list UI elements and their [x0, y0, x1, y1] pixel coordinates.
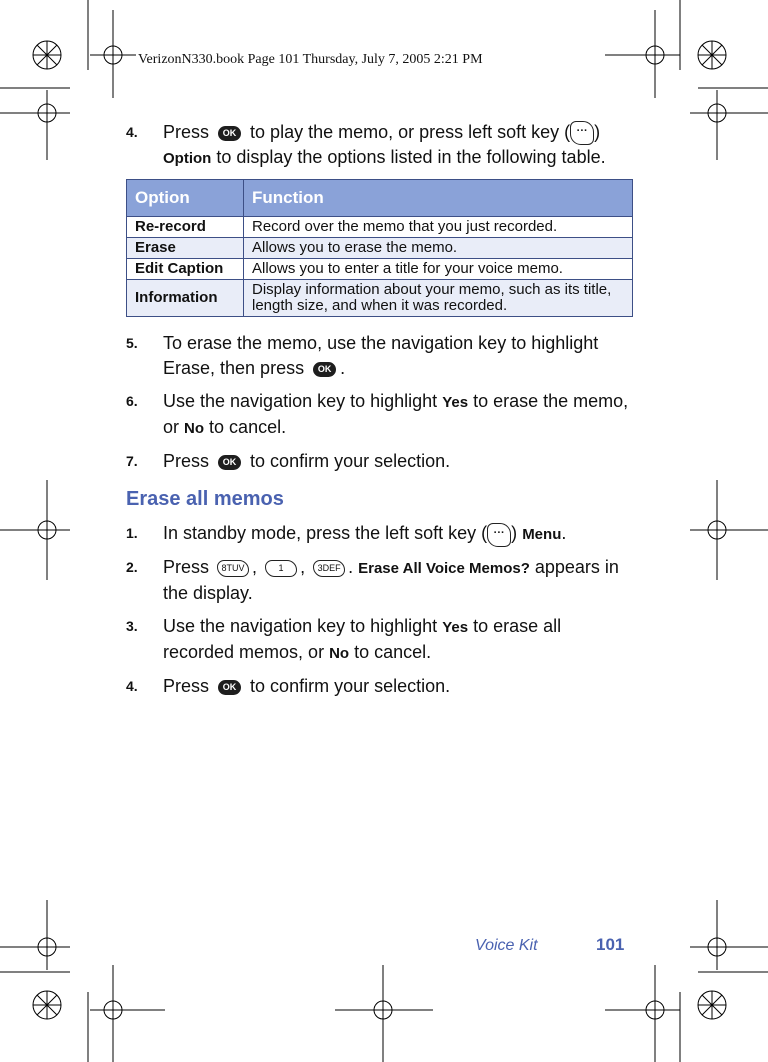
footer-section-name: Voice Kit	[475, 937, 538, 954]
step-number: 3.	[126, 618, 138, 635]
section-title: Erase all memos	[126, 488, 284, 511]
table-row: Erase Allows you to erase the memo.	[127, 238, 633, 259]
left-soft-key-icon: ···	[570, 121, 594, 145]
print-header: VerizonN330.book Page 101 Thursday, July 7, 2005 2:21 PM	[138, 52, 483, 67]
step-5: 5. To erase the memo, use the navigation key to highlight Erase, then press OK .	[126, 333, 599, 379]
step-number: 5.	[126, 335, 138, 352]
table-row: Edit Caption Allows you to enter a title for your voice memo.	[127, 259, 633, 280]
step-number: 1.	[126, 525, 138, 542]
step-6: 6. Use the navigation key to highlight Yes to erase the memo, or No to cancel.	[126, 391, 629, 438]
option-label: Option	[163, 150, 212, 168]
table-row: Information Display information about your memo, such as its title, length size, and when it was recorded.	[127, 280, 633, 317]
step-number: 4.	[126, 678, 138, 695]
ok-key-icon: OK	[218, 680, 241, 695]
page-number: 101	[596, 935, 625, 954]
ok-key-icon: OK	[218, 455, 241, 470]
table-header: Option	[127, 180, 244, 217]
table-header: Function	[244, 180, 633, 217]
step-number: 7.	[126, 453, 138, 470]
key-8-icon: 8TUV	[217, 560, 249, 577]
step-7: 7. Press OK to confirm your selection.	[126, 449, 636, 474]
left-soft-key-icon: ···	[487, 523, 511, 547]
ok-key-icon: OK	[313, 362, 336, 377]
table-row: Re-record Record over the memo that you just recorded.	[127, 217, 633, 238]
step-number: 6.	[126, 393, 138, 410]
erase-all-step-2: 2. Press 8TUV , 1 , 3DEF . Erase All Voice Memos? appears in the display.	[126, 557, 619, 604]
erase-all-step-3: 3. Use the navigation key to highlight Yes to erase all recorded memos, or No to cancel.	[126, 616, 562, 663]
erase-all-step-4: 4. Press OK to confirm your selection.	[126, 674, 636, 699]
page-content	[126, 120, 636, 707]
table-header-row	[127, 180, 633, 217]
step-4: 4. Press OK to play the memo, or press left soft key ( ··· ) Option to display the options listed in the following table.	[126, 122, 606, 168]
key-1-icon: 1	[265, 560, 297, 577]
step-number: 2.	[126, 559, 138, 576]
options-table	[126, 179, 633, 317]
erase-all-step-1: 1. In standby mode, press the left soft key ( ··· ) Menu.	[126, 521, 636, 547]
ok-key-icon: OK	[218, 126, 241, 141]
key-3-icon: 3DEF	[313, 560, 345, 577]
step-number: 4.	[126, 124, 138, 140]
